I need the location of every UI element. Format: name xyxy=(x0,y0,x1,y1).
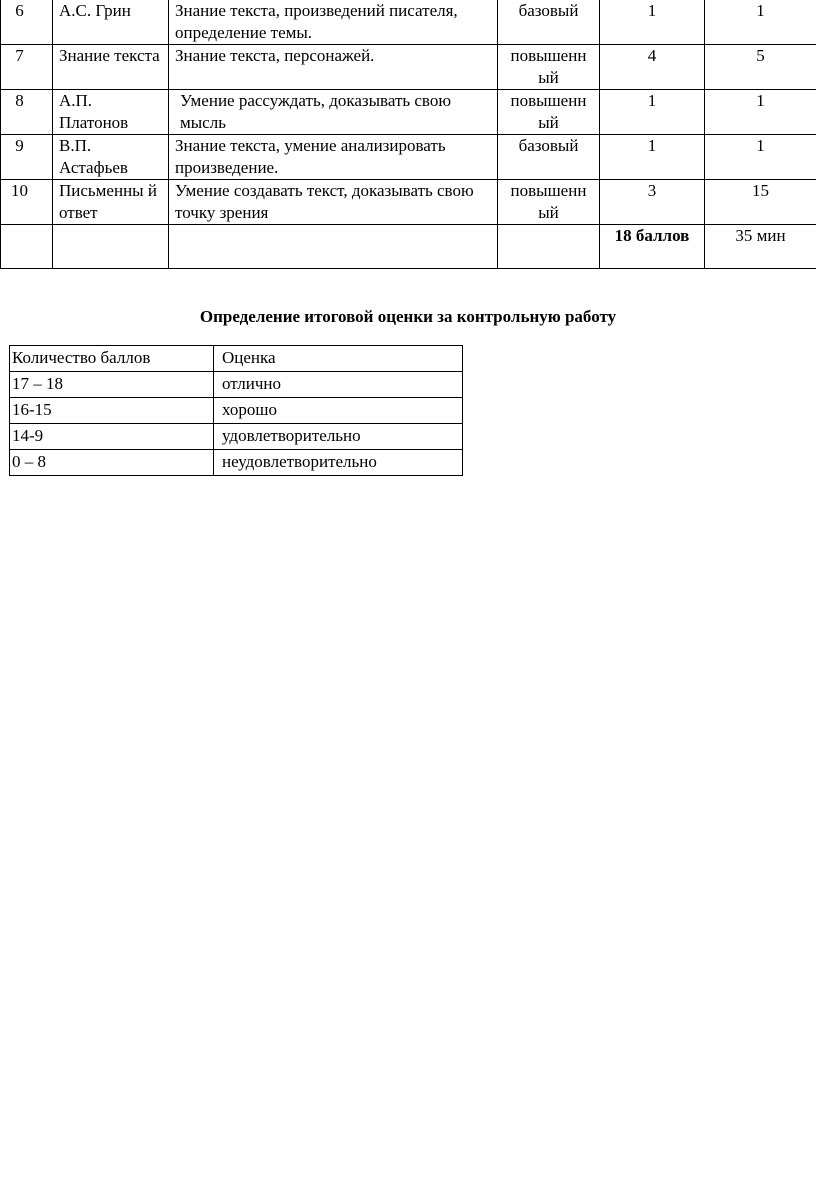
total-row xyxy=(1,225,816,269)
grade-value: отлично xyxy=(214,372,463,398)
section-title: Определение итоговой оценки за контрольную работу xyxy=(199,307,617,326)
table-row xyxy=(1,135,816,180)
empty-cell xyxy=(53,225,169,269)
empty-cell xyxy=(169,225,498,269)
task-author: А.С. Грин xyxy=(53,0,169,45)
table-row xyxy=(10,372,463,398)
task-number: 8 xyxy=(1,90,53,135)
table-row xyxy=(1,0,816,45)
task-author: А.П. Платонов xyxy=(53,90,169,135)
task-number: 7 xyxy=(1,45,53,90)
task-level: базовый xyxy=(498,135,600,180)
task-skill: Знание текста, произведений писателя, определение темы. xyxy=(169,0,498,45)
task-points: 1 xyxy=(705,0,816,45)
table-row xyxy=(1,90,816,135)
task-author: В.П. Астафьев xyxy=(53,135,169,180)
table-row xyxy=(10,398,463,424)
task-author: Знание текста xyxy=(53,45,169,90)
task-skill: Знание текста, персонажей. xyxy=(169,45,498,90)
task-number: 9 xyxy=(1,135,53,180)
grade-value: удовлетворительно xyxy=(214,424,463,450)
empty-cell xyxy=(1,225,53,269)
task-count: 3 xyxy=(600,180,705,225)
task-level: повышенн ый xyxy=(498,180,600,225)
task-skill: Знание текста, умение анализировать произведение. xyxy=(169,135,498,180)
task-points: 1 xyxy=(705,135,816,180)
task-count: 1 xyxy=(600,0,705,45)
grades-table xyxy=(9,345,463,476)
grade-value: неудовлетворительно xyxy=(214,450,463,476)
total-count: 18 баллов xyxy=(600,225,705,269)
header-score: Количество баллов xyxy=(10,346,214,372)
grade-value: хорошо xyxy=(214,398,463,424)
task-count: 1 xyxy=(600,135,705,180)
total-points: 35 мин xyxy=(705,225,816,269)
score-range: 14-9 xyxy=(10,424,214,450)
task-skill: Умение создавать текст, доказывать свою точку зрения xyxy=(169,180,498,225)
header-grade: Оценка xyxy=(214,346,463,372)
task-level: повышенн ый xyxy=(498,90,600,135)
task-level: повышенн ый xyxy=(498,45,600,90)
table-row xyxy=(1,180,816,225)
task-author: Письменны й ответ xyxy=(53,180,169,225)
empty-cell xyxy=(498,225,600,269)
score-range: 17 – 18 xyxy=(10,372,214,398)
task-count: 1 xyxy=(600,90,705,135)
task-points: 15 xyxy=(705,180,816,225)
table-row xyxy=(10,424,463,450)
task-number: 6 xyxy=(1,0,53,45)
score-range: 0 – 8 xyxy=(10,450,214,476)
table-row xyxy=(10,450,463,476)
task-skill: Умение рассуждать, доказывать свою мысль xyxy=(169,90,498,135)
tasks-table xyxy=(0,0,816,269)
task-count: 4 xyxy=(600,45,705,90)
table-header-row xyxy=(10,346,463,372)
task-number: 10 xyxy=(1,180,53,225)
task-points: 1 xyxy=(705,90,816,135)
score-range: 16-15 xyxy=(10,398,214,424)
task-points: 5 xyxy=(705,45,816,90)
table-row xyxy=(1,45,816,90)
task-level: базовый xyxy=(498,0,600,45)
